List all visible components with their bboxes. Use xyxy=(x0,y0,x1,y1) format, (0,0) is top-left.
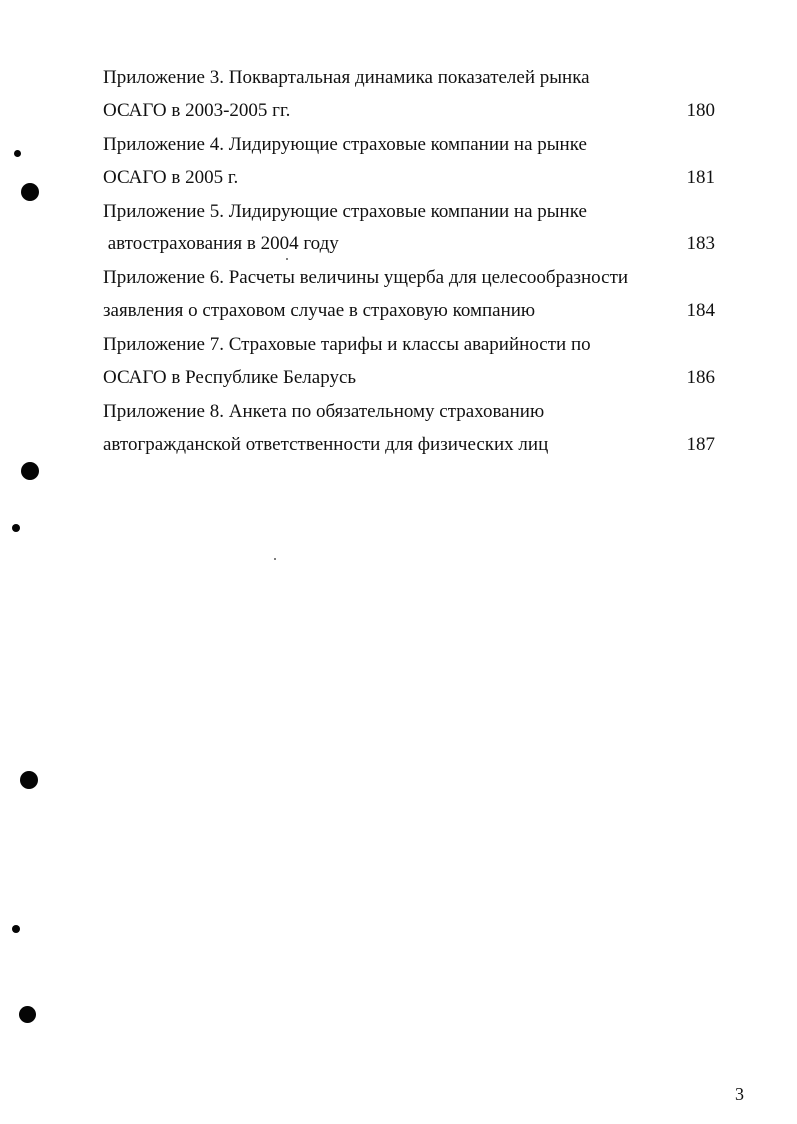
toc-entry-subtitle: ОСАГО в Республике Беларусь xyxy=(103,367,357,388)
binder-hole xyxy=(20,771,38,789)
toc-entry-title: Приложение 5. Лидирующие страховые компании на рынке xyxy=(103,201,587,222)
toc-entry-title: Приложение 7. Страховые тарифы и классы аварийности по xyxy=(103,334,591,355)
toc-entry-subtitle: заявления о страховом случае в страховую компанию xyxy=(103,300,536,321)
toc-entry-page: 180 xyxy=(686,100,715,121)
toc-entry-page: 186 xyxy=(686,367,715,388)
toc-entry-subtitle: ОСАГО в 2005 г. xyxy=(103,167,239,188)
toc-entry-title: Приложение 8. Анкета по обязательному страхованию xyxy=(103,401,545,422)
binder-hole-mark xyxy=(12,524,20,532)
toc-entry-title: Приложение 6. Расчеты величины ущерба для целесообразности xyxy=(103,267,629,288)
page-number: 3 xyxy=(735,1084,744,1104)
toc-entry-subtitle: ОСАГО в 2003-2005 гг. xyxy=(103,100,291,121)
binder-hole-mark xyxy=(12,925,20,933)
binder-hole xyxy=(21,183,39,201)
binder-hole xyxy=(21,462,39,480)
scan-speck xyxy=(274,558,276,560)
toc-entry-subtitle: автострахования в 2004 году xyxy=(103,233,339,254)
toc-entry-subtitle: автогражданской ответственности для физических лиц xyxy=(103,434,549,455)
toc-entry-page: 184 xyxy=(686,300,715,321)
binder-hole xyxy=(19,1006,36,1023)
scan-speck xyxy=(286,258,288,260)
toc-entry-page: 187 xyxy=(686,434,715,455)
toc-entry-title: Приложение 4. Лидирующие страховые компании на рынке xyxy=(103,134,587,155)
toc-entry-title: Приложение 3. Поквартальная динамика показателей рынка xyxy=(103,67,590,88)
toc-entry-page: 183 xyxy=(686,233,715,254)
toc-entry-page: 181 xyxy=(686,167,715,188)
binder-hole-mark xyxy=(14,150,21,157)
